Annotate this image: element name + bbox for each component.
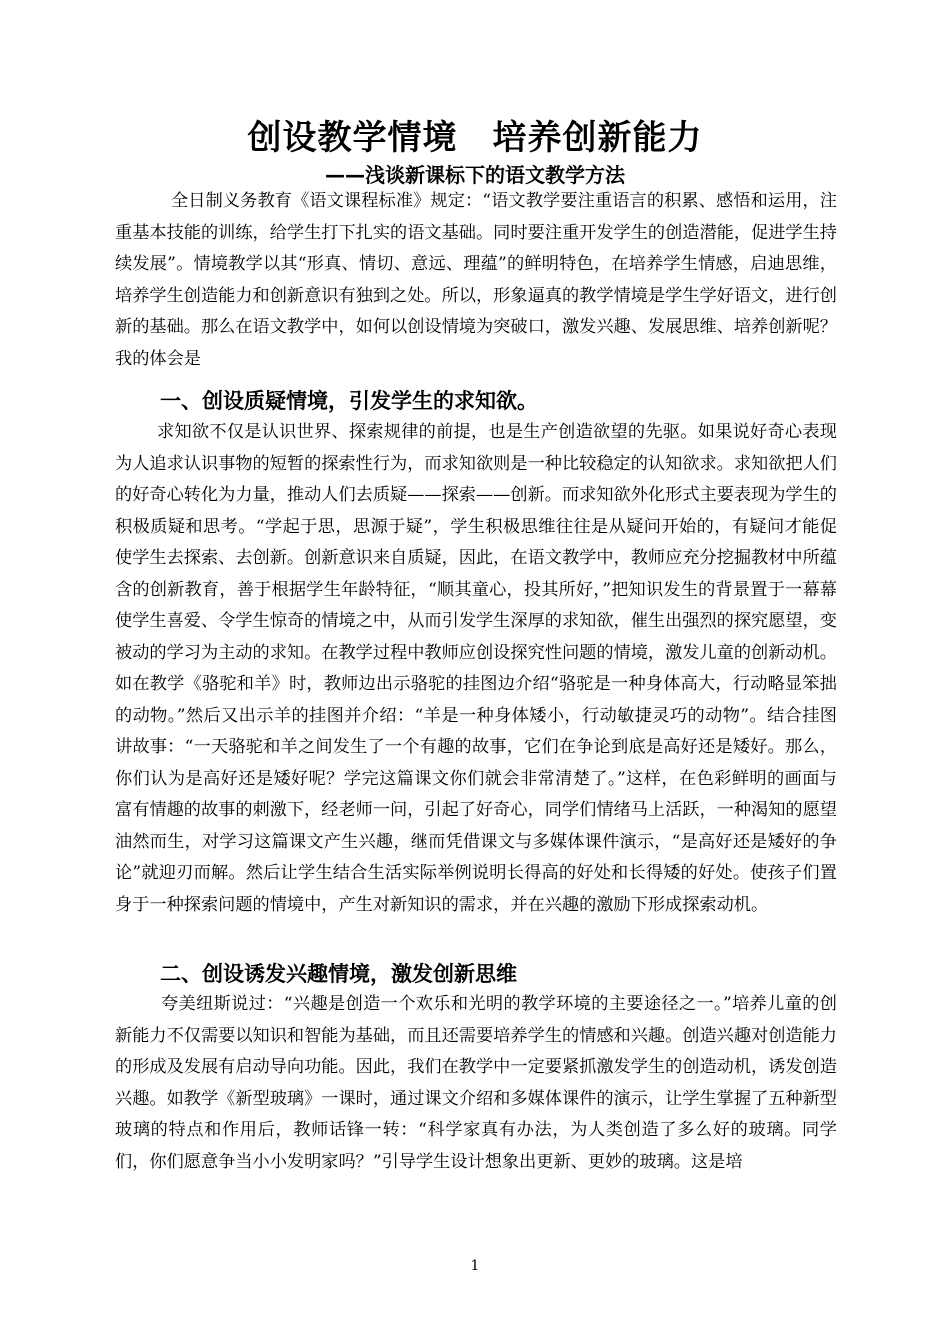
document-title: 创设教学情境 培养创新能力: [247, 118, 703, 158]
page-number: 1: [470, 1258, 480, 1274]
section-2-heading: 二、创设诱发兴趣情境，激发创新思维: [160, 962, 517, 986]
section-1-paragraph: 求知欲不仅是认识世界、探索规律的前提，也是生产创造欲望的先驱。如果说好奇心表现为人追求认识事物的短暂的探索性行为，而求知欲则是一种比较稳定的认知欲求。求知欲把人们的好奇心转化为力量，推动人们去质疑——探索——创新。而求知欲外化形式主要表现为学生的积极质疑和思考。“学起于思，思源于疑”，学生积极思维往往是从疑问开始的，有疑问才能促使学生去探索、去创新。创新意识来自质疑，因此，在语文教学中，教师应充分挖掘教材中所蕴含的创新教育，善于根据学生年龄特征，“顺其童心，投其所好，”把知识发生的背景置于一幕幕使学生喜爱、令学生惊奇的情境之中，从而引发学生深厚的求知欲，催生出强烈的探究愿望，变被动的学习为主动的求知。在教学过程中教师应创设探究性问题的情境，激发儿童的创新动机。如在教学《骆驼和羊》时，教师边出示骆驼的挂图边介绍“骆驼是一种身体高大，行动略显笨拙的动物。”然后又出示羊的挂图并介绍：“羊是一种身体矮小，行动敏捷灵巧的动物”。结合挂图讲故事：“一天骆驼和羊之间发生了一个有趣的故事，它们在争论到底是高好还是矮好。那么，你们认为是高好还是矮好呢？学完这篇课文你们就会非常清楚了。”这样，在色彩鲜明的画面与富有情趣的故事的刺激下，经老师一问，引起了好奇心，同学们情绪马上活跃，一种渴知的愿望油然而生，对学习这篇课文产生兴趣，继而凭借课文与多媒体课件演示，“是高好还是矮好的争论”就迎刃而解。然后让学生结合生活实际举例说明长得高的好处和长得矮的好处。使孩子们置身于一种探索问题的情境中，产生对新知识的需求，并在兴趣的激励下形成探索动机。: [115, 422, 837, 915]
document-subtitle: ——浅谈新课标下的语文教学方法: [325, 163, 625, 187]
intro-paragraph: 全日制义务教育《语文课程标准》规定：“语文教学要注重语言的积累、感悟和运用，注重基本技能的训练，给学生打下扎实的语文基础。同时要注重开发学生的创造潜能，促进学生持续发展”。情境教学以其“形真、情切、意远、理蕴”的鲜明特色，在培养学生情感，启迪思维，培养学生创造能力和创新意识有独到之处。所以，形象逼真的教学情境是学生学好语文，进行创新的基础。那么在语文教学中，如何以创设情境为突破口，激发兴趣、发展思维、培养创新呢？我的体会是: [115, 191, 837, 369]
section-1-heading: 一、创设质疑情境，引发学生的求知欲。: [160, 389, 538, 413]
section-2-paragraph: 夸美纽斯说过：“兴趣是创造一个欢乐和光明的教学环境的主要途径之一。”培养儿童的创新能力不仅需要以知识和智能为基础，而且还需要培养学生的情感和兴趣。创造兴趣对创造能力的形成及发展有启动导向功能。因此，我们在教学中一定要紧抓激发学生的创造动机，诱发创造兴趣。如教学《新型玻璃》一课时，通过课文介绍和多媒体课件的演示，让学生掌握了五种新型玻璃的特点和作用后，教师话锋一转：“科学家真有办法，为人类创造了多么好的玻璃。同学们，你们愿意争当小小发明家吗？”引导学生设计想象出更新、更妙的玻璃。这是培: [115, 994, 837, 1172]
